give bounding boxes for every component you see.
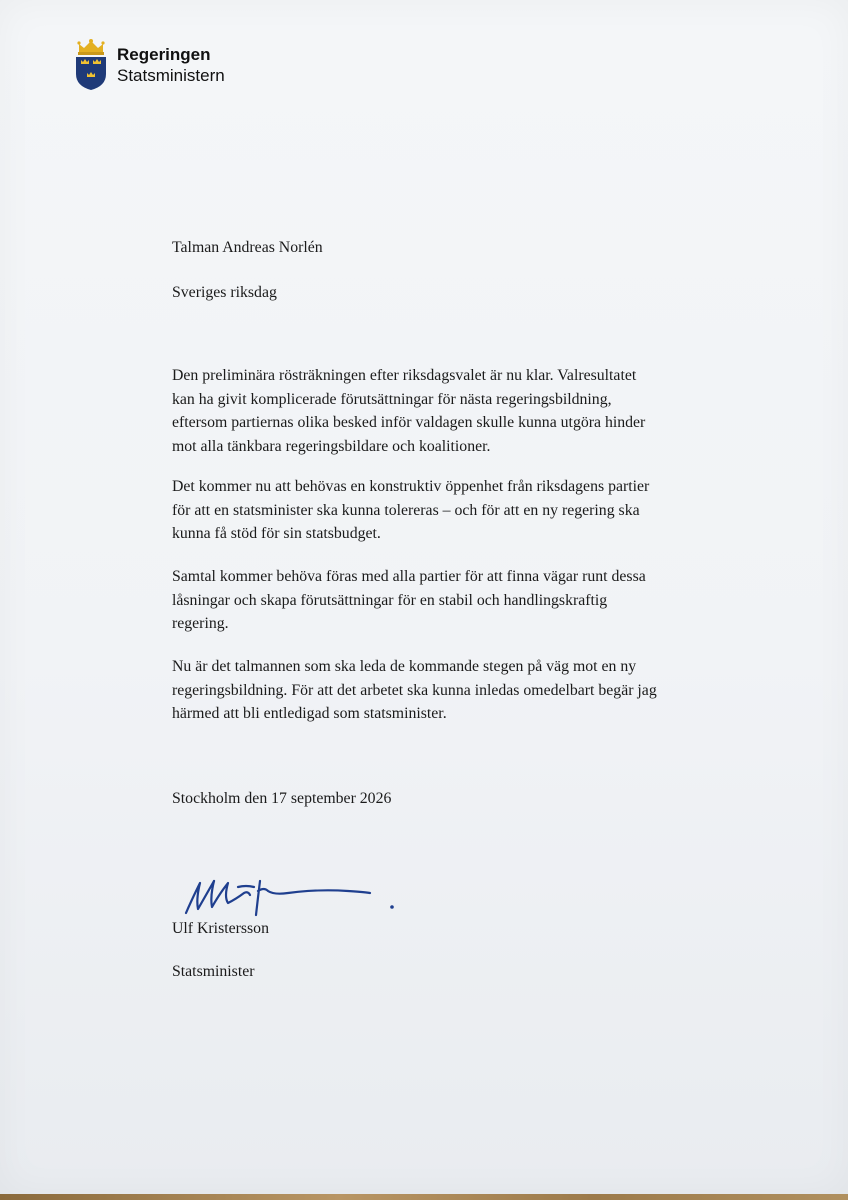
body-paragraph-4 (172, 655, 732, 726)
letterhead-org: Regeringen (117, 45, 211, 64)
body-line: regering. (172, 615, 229, 632)
body-line: regeringsbildning. För att det arbetet ska kunna inledas omedelbart begär jag (172, 681, 657, 699)
signer-name: Ulf Kristersson (172, 920, 269, 937)
recipient-org: Sveriges riksdag (172, 284, 277, 301)
body-line: Nu är det talmannen som ska leda de kommande stegen på väg mot en ny (172, 658, 637, 675)
body-line: låsningar och skapa förutsättningar för en stabil och handlingskraftig (172, 591, 608, 609)
body-line: härmed att bli entledigad som statsminister. (172, 705, 447, 722)
table-surface (0, 1194, 848, 1200)
letterhead (117, 44, 225, 86)
letterhead-dept: Statsministern (117, 66, 225, 85)
body-line: Det kommer nu att behövas en konstruktiv öppenhet från riksdagens partier (172, 478, 650, 495)
body-line: Samtal kommer behöva föras med alla partier för att finna vägar runt dessa (172, 568, 646, 585)
body-line: eftersom partiernas olika besked inför valdagen skulle kunna utgöra hinder (172, 414, 646, 431)
body-line: kunna få stöd för sin statsbudget. (172, 525, 381, 542)
signer-title: Statsminister (172, 963, 255, 980)
signature-image (178, 873, 408, 919)
body-line: mot alla tänkbara regeringsbildare och koalitioner. (172, 437, 491, 455)
recipient-name: Talman Andreas Norlén (172, 239, 323, 256)
body-paragraph-2 (172, 475, 732, 546)
government-crest-icon (74, 38, 108, 92)
body-line: kan ha givit komplicerade förutsättningar för nästa regeringsbildning, (172, 390, 612, 408)
place-date: Stockholm den 17 september 2026 (172, 790, 392, 807)
body-paragraph-3 (172, 565, 732, 636)
body-line: Den preliminära rösträkningen efter riksdagsvalet är nu klar. Valresultatet (172, 367, 637, 384)
body-line: för att en statsminister ska kunna tolereras – och för att en ny regering ska (172, 501, 640, 519)
body-paragraph-1 (172, 364, 732, 458)
